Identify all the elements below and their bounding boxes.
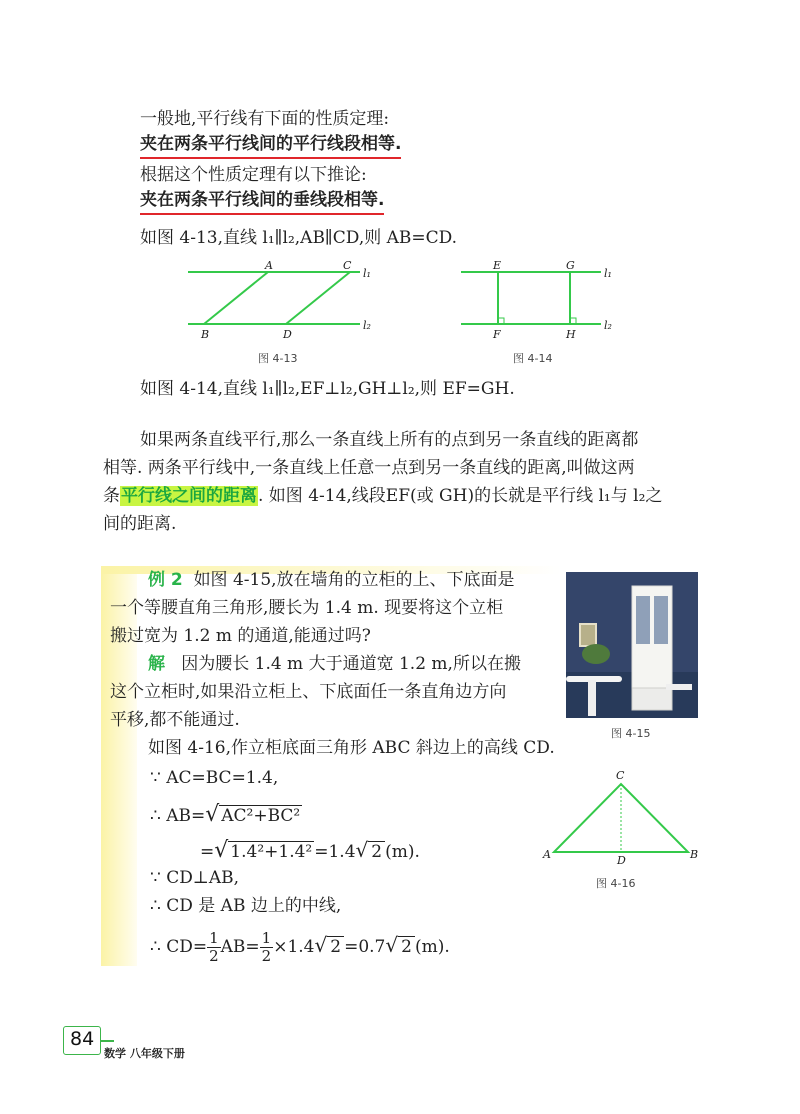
distance-line2: 相等. 两条平行线中,一条直线上任意一点到另一条直线的距离,叫做这两 <box>103 458 635 478</box>
solution-s3: 平移,都不能通过. <box>110 710 240 730</box>
math-line5: ∴ CD 是 AB 边上的中线, <box>150 896 342 916</box>
label-l1: l₁ <box>604 267 612 280</box>
label-G: G <box>566 259 575 272</box>
example-q3: 搬过宽为 1.2 m 的通道,能通过吗? <box>110 626 371 646</box>
solution-s1: 解 因为腰长 1.4 m 大于通道宽 1.2 m,所以在搬 <box>148 654 521 674</box>
distance-line4: 间的距离. <box>103 514 177 534</box>
label-E: E <box>493 259 502 272</box>
term-distance: 平行线之间的距离 <box>121 486 257 506</box>
page-number: 84 <box>70 1028 95 1050</box>
solution-s2: 这个立柜时,如果沿立柜上、下底面任一条直角边方向 <box>110 682 507 702</box>
distance-line1: 如果两条直线平行,那么一条直线上所有的点到另一条直线的距离都 <box>140 430 639 450</box>
fraction-1-2-b: $\frac{1}{2}$ <box>261 929 272 965</box>
fig13-caption: 图 4-13 <box>258 352 298 365</box>
fig13-sentence: 如图 4-13,直线 l₁∥l₂,AB∥CD,则 AB=CD. <box>140 228 458 248</box>
figure-4-16 <box>538 768 708 868</box>
label-F: F <box>493 328 501 341</box>
book-title: 数学 八年级下册 <box>104 1047 185 1060</box>
math-line4: ∵ CD⊥AB, <box>150 868 240 888</box>
cabinet-illustration <box>566 572 698 718</box>
figure-4-14 <box>455 258 625 348</box>
label-D: D <box>617 854 626 867</box>
solution-s4: 如图 4-16,作立柜底面三角形 ABC 斜边上的高线 CD. <box>148 738 555 758</box>
label-C: C <box>343 259 352 272</box>
label-l2: l₂ <box>604 319 612 332</box>
example-q1: 例 2 如图 4-15,放在墙角的立柜的上、下底面是 <box>148 570 515 590</box>
math-line3: =√ 1.4²+1.4² =1.4√ 2 (m). <box>200 838 420 863</box>
label-l1: l₁ <box>363 267 371 280</box>
solution-label: 解 <box>148 654 165 674</box>
footer-connector <box>100 1040 114 1042</box>
intro-line1: 一般地,平行线有下面的性质定理: <box>140 109 390 129</box>
label-A: A <box>265 259 273 272</box>
intro-line2: 根据这个性质定理有以下推论: <box>140 165 367 185</box>
segment-AB <box>204 272 268 324</box>
fig14-sentence: 如图 4-14,直线 l₁∥l₂,EF⊥l₂,GH⊥l₂,则 EF=GH. <box>140 379 515 399</box>
fig15-caption: 图 4-15 <box>611 727 651 740</box>
label-D: D <box>283 328 292 341</box>
fraction-1-2: $\frac{1}{2}$ <box>209 929 219 965</box>
label-C: C <box>616 769 625 782</box>
label-B: B <box>201 328 210 341</box>
distance-line3: 条平行线之间的距离. 如图 4-14,线段EF(或 GH)的长就是平行线 l₁与 l₂之 <box>103 486 663 506</box>
label-l2: l₂ <box>363 319 371 332</box>
segment-CD <box>286 272 350 324</box>
label-H: H <box>566 328 576 341</box>
math-line6: ∴ CD= $\frac{1}{2}$ AB= $\frac{1}{2}$ ×1.4√ 2 =0.7√ 2 (m). <box>150 929 450 965</box>
fig16-caption: 图 4-16 <box>596 877 636 890</box>
label-A: A <box>543 848 551 861</box>
figure-4-13 <box>180 258 380 348</box>
example-q2: 一个等腰直角三角形,腰长为 1.4 m. 现要将这个立柜 <box>110 598 504 618</box>
figure-4-15-photo <box>566 572 698 718</box>
label-B: B <box>690 848 699 861</box>
fig14-caption: 图 4-14 <box>513 352 553 365</box>
theorem-2: 夹在两条平行线间的垂线段相等. <box>140 188 384 215</box>
theorem-1: 夹在两条平行线间的平行线段相等. <box>140 132 401 159</box>
example-label: 例 2 <box>148 570 183 590</box>
math-line2: ∴ AB=√ AC²+BC² <box>150 802 301 827</box>
math-line1: ∵ AC=BC=1.4, <box>150 768 279 788</box>
